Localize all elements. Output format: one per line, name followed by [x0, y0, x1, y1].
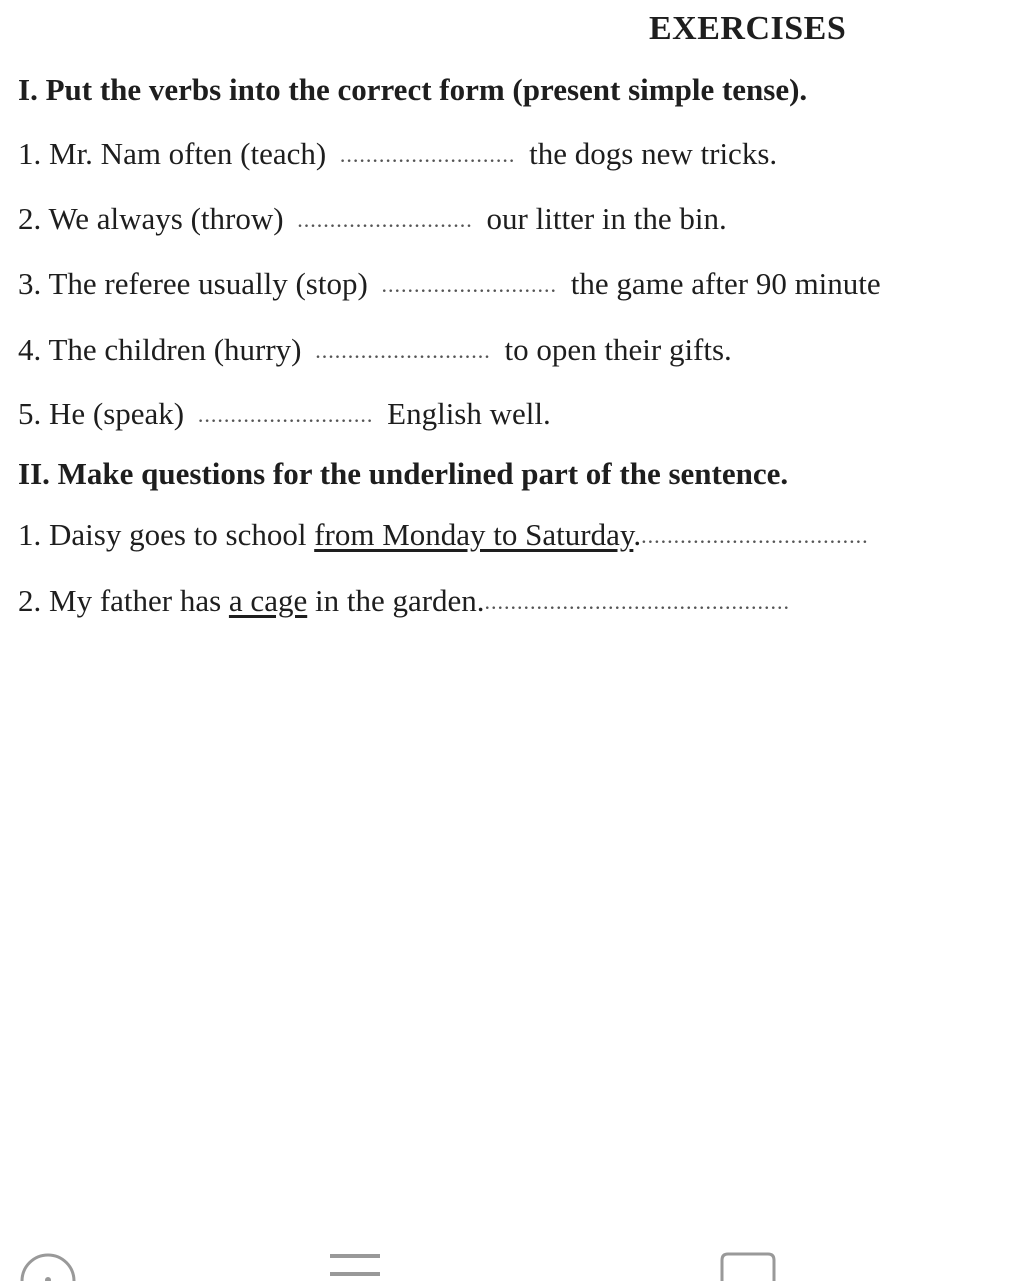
- item-number: 4.: [18, 332, 42, 367]
- home-icon[interactable]: [18, 1250, 78, 1281]
- section-1-heading: I. Put the verbs into the correct form (present simple tense).: [18, 72, 808, 107]
- item-number: 2.: [18, 201, 42, 236]
- item-number: 5.: [18, 396, 42, 431]
- answer-blank: ...........................: [339, 142, 516, 167]
- item-text-after: .: [633, 517, 642, 552]
- item-text-after: the game after 90 minute: [570, 266, 881, 301]
- item-text-after: in the garden.: [314, 583, 485, 618]
- item-text-after: our litter in the bin.: [486, 201, 727, 236]
- exercise-1-item-3: [18, 266, 881, 302]
- item-text-before: He (speak): [49, 396, 185, 431]
- exercise-2-item-1: [18, 517, 869, 553]
- exercise-1-item-4: [18, 332, 732, 368]
- exercise-1-item-2: [18, 201, 727, 237]
- exercise-1-item-1: [18, 136, 777, 172]
- page-title: EXERCISES: [649, 10, 847, 47]
- item-text-before: My father has: [49, 583, 222, 618]
- square-icon[interactable]: [718, 1250, 778, 1281]
- exercise-1-item-5: [18, 396, 551, 432]
- answer-blank: ...................................: [641, 523, 869, 548]
- underlined-part: a cage: [228, 583, 308, 618]
- section-2-heading: II. Make questions for the underlined part of the sentence.: [18, 456, 789, 491]
- item-number: 1.: [18, 136, 42, 171]
- item-text-after: the dogs new tricks.: [529, 136, 778, 171]
- item-text-after: to open their gifts.: [504, 332, 732, 367]
- item-number: 3.: [18, 266, 42, 301]
- exercise-2-item-2: [18, 583, 790, 619]
- answer-blank: ...............................................: [484, 589, 791, 614]
- answer-blank: ...........................: [297, 207, 473, 232]
- item-number: 2.: [18, 583, 42, 618]
- menu-icon[interactable]: [325, 1250, 385, 1281]
- item-text-before: We always (throw): [48, 201, 284, 236]
- answer-blank: ...........................: [197, 402, 374, 427]
- item-number: 1.: [18, 517, 42, 552]
- item-text-before: Mr. Nam often (teach): [49, 136, 327, 171]
- item-text-after: English well.: [387, 396, 551, 431]
- answer-blank: ...........................: [315, 338, 491, 363]
- answer-blank: ...........................: [381, 272, 558, 297]
- item-text-before: The children (hurry): [48, 332, 302, 367]
- underlined-part: from Monday to Saturday: [314, 517, 634, 552]
- item-text-before: The referee usually (stop): [48, 266, 368, 301]
- item-text-before: Daisy goes to school: [49, 517, 307, 552]
- navigation-bar: [0, 1240, 1024, 1281]
